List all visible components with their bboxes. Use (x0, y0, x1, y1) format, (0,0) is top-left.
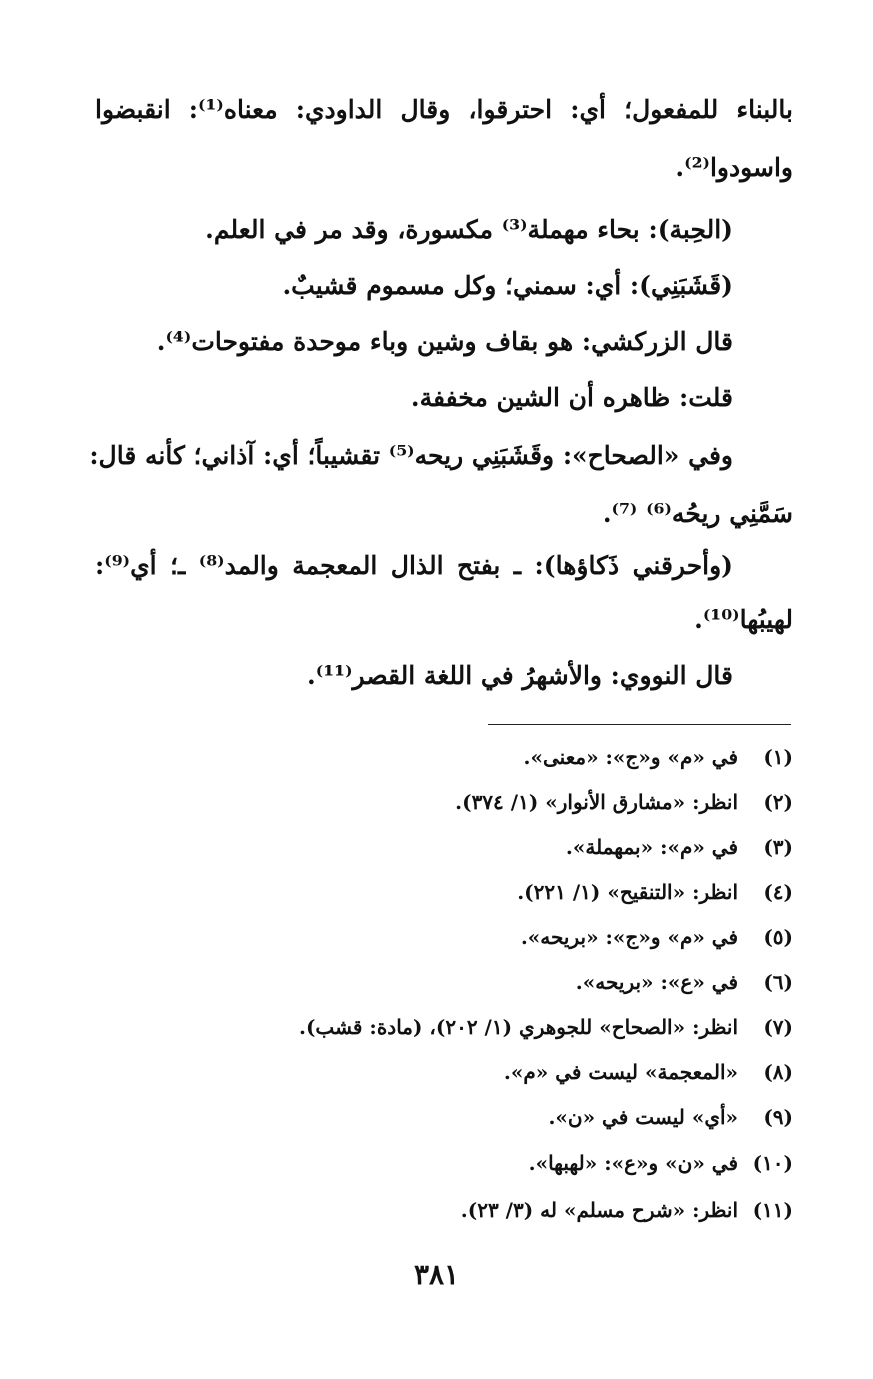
footnote-text: انظر: «الصحاح» للجوهري (١/ ٢٠٢)، (مادة: قشب). (299, 1015, 739, 1039)
footnote-number: (٥) (763, 925, 793, 949)
footnote-text: انظر: «التنقيح» (١/ ٢٢١). (517, 880, 739, 904)
footnote-6 (576, 967, 793, 997)
body-line-11: قال النووي: والأشهرُ في اللغة القصر⁽¹¹⁾. (307, 661, 733, 690)
footnote-11 (461, 1195, 793, 1225)
footnote-number: (١١) (752, 1198, 793, 1222)
footnote-number: (٣) (763, 835, 793, 859)
body-line-5: قال الزركشي: هو بقاف وشين وباء موحدة مفتوحات⁽⁴⁾. (156, 327, 733, 356)
footnote-number: (١) (763, 745, 793, 769)
footnote-1 (524, 742, 793, 772)
footnote-text: «المعجمة» ليست في «م». (503, 1060, 739, 1084)
footnote-text: انظر: «مشارق الأنوار» (١/ ٣٧٤). (455, 790, 739, 814)
footnote-text: «أي» ليست في «ن». (548, 1105, 739, 1129)
footnote-5 (521, 922, 793, 952)
footnote-3 (566, 832, 793, 862)
footnote-number: (٩) (763, 1105, 793, 1129)
footnote-number: (٢) (763, 790, 793, 814)
footnote-10 (529, 1148, 793, 1178)
footnote-text: انظر: «شرح مسلم» له (٣/ ٢٣). (460, 1198, 739, 1222)
page-number: ٣٨١ (413, 1258, 460, 1291)
footnote-2 (455, 787, 793, 817)
body-line-6: قلت: ظاهره أن الشين مخففة. (410, 383, 733, 412)
footnote-number: (٤) (763, 880, 793, 904)
body-line-8: سَمَّنِي ريحُه⁽⁶⁾ ⁽⁷⁾. (602, 499, 793, 528)
body-line-3: (الحِبة): بحاء مهملة⁽³⁾ مكسورة، وقد مر في العلم. (205, 215, 733, 244)
footnote-9 (548, 1102, 793, 1132)
footnote-divider (488, 724, 791, 725)
footnote-number: (٦) (763, 970, 793, 994)
footnote-text: في «م»: «بمهملة». (565, 835, 739, 859)
body-line-10: لهيبُها⁽¹⁰⁾. (694, 605, 793, 634)
footnote-number: (٧) (763, 1015, 793, 1039)
body-line-7: وفي «الصحاح»: وقَشَبَنِي ريحه⁽⁵⁾ تقشيباً؛ أي: آذاني؛ كأنه قال: (89, 441, 733, 470)
footnote-4 (517, 877, 793, 907)
footnote-number: (١٠) (752, 1151, 793, 1175)
footnote-7 (299, 1012, 793, 1042)
footnote-text: في «ن» و«ع»: «لهبها». (528, 1151, 739, 1175)
footnote-8 (504, 1057, 793, 1087)
body-line-1: بالبناء للمفعول؛ أي: احترقوا، وقال الداودي: معناه⁽¹⁾: انقبضوا (95, 95, 793, 124)
body-line-9: (وأحرقني ذَكاؤها): ـ بفتح الذال المعجمة والمد⁽⁸⁾ ـ؛ أي⁽⁹⁾: (95, 551, 733, 580)
body-line-2: واسودوا⁽²⁾. (675, 153, 793, 182)
footnote-text: في «ع»: «بريحه». (575, 970, 739, 994)
footnote-text: في «م» و«ج»: «بريحه». (520, 925, 739, 949)
body-line-4: (قَشَبَنِي): أي: سمني؛ وكل مسموم قشيبٌ. (282, 271, 733, 300)
footnote-text: في «م» و«ج»: «معنى». (523, 745, 739, 769)
footnote-number: (٨) (763, 1060, 793, 1084)
